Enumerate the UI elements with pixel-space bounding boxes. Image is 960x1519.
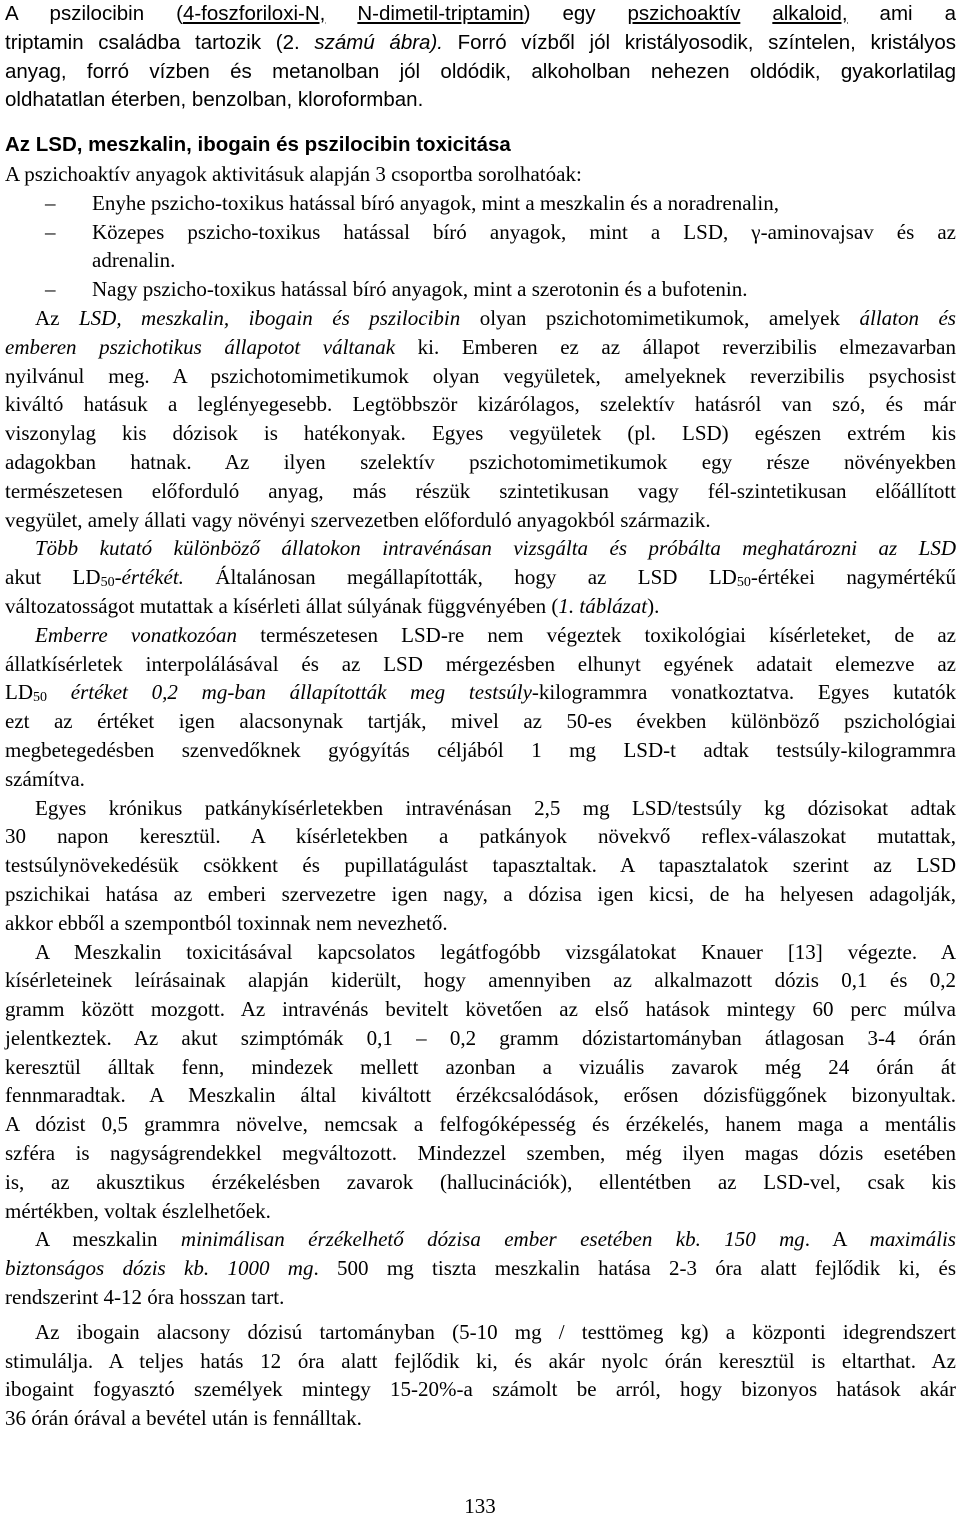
- text-line: anyag, forró vízben és metanolban jól oldódik, alkoholban nehezen oldódik, gyakorlatilag: [5, 59, 956, 83]
- text-span: [740, 2, 772, 25]
- text-span: LD: [5, 680, 33, 705]
- text-line: [5, 563, 956, 592]
- lead-line: A pszichoaktív anyagok aktivitásuk alapján 3 csoportba sorolhatóak:: [5, 161, 582, 186]
- dash-bullet: –: [45, 219, 56, 244]
- text-line: is, az akusztikus érzékelésben zavarok (hallucinációk), ellentétben az LSD-vel, csak kis: [5, 1169, 956, 1194]
- text-line: vegyület, amely állati vagy növényi szervezetben előforduló anyagokból származik.: [5, 507, 711, 532]
- text-span: A meszkalin: [35, 1227, 181, 1252]
- text-line: stimulálja. A teljes hatás 12 óra alatt fejlődik ki, és akár nyolc órán keresztül is eltarthat. Az: [5, 1348, 956, 1373]
- paragraph-mescaline-dose: [5, 1225, 956, 1311]
- text-line: testsúlynövekedésük csökkent és pupillatágulást tapasztaltak. A tapasztalatok szerint az LSD: [5, 853, 956, 878]
- text-line: [5, 0, 956, 29]
- text-span: A pszilocibin (: [5, 2, 183, 25]
- italic-text: LSD, meszkalin, ibogain és pszilocibin: [78, 305, 461, 330]
- text-line: szféra is nagyságrendekkel megváltozott. Mindezzel szemben, még ilyen magas dózis esetében: [5, 1141, 956, 1166]
- text-line: viszonylag kis dózisok is hatékonyak. Egyes vegyületek (pl. LSD) egészen extrém kis: [5, 421, 956, 446]
- paragraph-psychotomimetics: [5, 304, 956, 621]
- spacer: [5, 115, 956, 131]
- text-line: mértékben, voltak észlelhetőek.: [5, 1198, 271, 1223]
- text-line: [5, 1225, 956, 1254]
- link-text[interactable]: alkaloid,: [772, 2, 848, 25]
- text-span: [325, 2, 357, 25]
- paragraph-rat-experiments: [5, 794, 956, 938]
- text-line: [5, 592, 956, 621]
- italic-text: -értékét.: [114, 565, 184, 590]
- text-line: A Meszkalin toxicitásával kapcsolatos legátfogóbb vizsgálatokat Knauer [13] végezte. A: [35, 939, 956, 964]
- text-line: számítva.: [5, 766, 85, 791]
- text-line: [5, 29, 956, 58]
- toxicity-list: [5, 189, 956, 304]
- text-line: Az ibogain alacsony dózisú tartományban (5-10 mg / testtömeg kg) a központi idegrendszert: [35, 1319, 956, 1344]
- text-line: [5, 621, 956, 650]
- text-line: jelentkeztek. Az akut szimptómák 0,1 – 0,2 gramm dózistartományban átlagosan 3-4 órán: [5, 1025, 956, 1050]
- text-span: Általánosan megállapították, hogy az LSD LD: [183, 565, 737, 590]
- text-line: [5, 678, 956, 707]
- text-span: ).: [647, 593, 660, 618]
- text-line: [5, 333, 956, 362]
- italic-text: maximális: [869, 1227, 956, 1252]
- text-line: ibogaint fogyasztó személyek mintegy 15-20%-a számolt be arról, hogy bizonyos hatások akár: [5, 1377, 956, 1402]
- text-span: Az: [35, 305, 79, 330]
- text-line: [5, 534, 956, 563]
- text-line: természetesen előforduló anyag, más részük szintetikusan vagy fél-szintetikusan előállított: [5, 478, 956, 503]
- text-line: [5, 1254, 956, 1283]
- text-span: ki. Emberen ez az állapot reverzibilis elmezavarban: [395, 334, 956, 359]
- dash-bullet: –: [45, 277, 56, 302]
- text-line: kísérleteinek leírásainak alapján kiderült, hogy amennyiben az alkalmazott dózis 0,1 és 0,2: [5, 968, 956, 993]
- link-text[interactable]: N-dimetil-triptamin: [357, 2, 524, 25]
- text-line: gramm között mozgott. Az intravénás bevitelt követően az első hatások mintegy 60 perc múlva: [5, 997, 956, 1022]
- italic-text: értéket 0,2 mg-ban állapították meg testsúly: [47, 680, 532, 705]
- text-line: adagokban hatnak. Az ilyen szelektív pszichotomimetikumok egy része növényekben: [5, 449, 956, 474]
- italic-text: biztonságos dózis kb. 1000 mg: [5, 1256, 314, 1281]
- text-span: akut LD: [5, 565, 101, 590]
- text-line: keresztül álltak fenn, mindezek mellett azonban a vizuális zavarok még 24 órán át: [5, 1054, 956, 1079]
- table-reference: 1. táblázat: [558, 593, 648, 618]
- list-item-text: Közepes pszicho-toxikus hatással bíró anyagok, mint a LSD, γ-aminovajsav és az: [92, 219, 956, 244]
- text-span: triptamin családba tartozik (2.: [5, 30, 315, 54]
- text-line: megbetegedésben szenvedőknek gyógyítás céljából 1 mg LSD-t adtak testsúly-kilogrammra: [5, 737, 956, 762]
- italic-text: minimálisan érzékelhető dózisa ember esetében kb. 150 mg: [180, 1227, 805, 1252]
- link-text[interactable]: pszichoaktív: [627, 2, 741, 25]
- text-line: kiváltó hatásuk a leglényegesebb. Legtöbbször kizárólagos, szelektív hatásról van szó, és már: [5, 392, 956, 417]
- italic-text: Emberre vonatkozóan: [35, 622, 238, 647]
- text-span: természetesen LSD-re nem végeztek toxikológiai kísérleteket, de az: [237, 622, 956, 647]
- text-span: ) egy: [523, 2, 628, 25]
- italic-text: állaton és: [859, 305, 956, 330]
- list-item: [5, 218, 956, 247]
- list-item: [5, 189, 956, 218]
- text-span: -kilogrammra vonatkoztatva. Egyes kutatók: [531, 680, 956, 705]
- link-text[interactable]: 4-foszforiloxi-N,: [182, 2, 326, 25]
- text-line: fennmaradtak. A Meszkalin által kiváltott érzékcsalódások, erősen dózisfüggőnek bizonyultak.: [5, 1083, 956, 1108]
- text-span: Forró vízből jól kristályosodik, színtelen, kristályos: [442, 30, 956, 54]
- paragraph-human-ld50: [5, 621, 956, 794]
- list-item-continuation: adrenalin.: [92, 248, 176, 273]
- text-line: akkor ebből a szempontból toxinnak nem nevezhető.: [5, 910, 448, 935]
- text-line: A dózist 0,5 grammra növelve, nemcsak a felfogóképesség és érzékelés, hanem maga a mentális: [5, 1112, 956, 1137]
- paragraph-ibogaine: [5, 1318, 956, 1433]
- text-span: ami a: [847, 2, 956, 25]
- subscript: 50: [33, 690, 47, 706]
- text-span: olyan pszichotomimetikumok, amelyek: [460, 305, 860, 330]
- text-line: 36 órán órával a bevétel után is fennálltak.: [5, 1406, 362, 1431]
- subscript: 50: [100, 575, 115, 591]
- text-span: . 500 mg tiszta meszkalin hatása 2-3 óra alatt fejlődik ki, és: [313, 1256, 956, 1281]
- document-page: [5, 0, 956, 1433]
- list-item-text: Nagy pszicho-toxikus hatással bíró anyagok, mint a szerotonin és a bufotenin.: [92, 277, 748, 302]
- text-line: ezt az értéket igen alacsonynak tartják, mivel az 50-es években különböző pszichológiai: [5, 709, 956, 734]
- paragraph-mescaline: [5, 938, 956, 1226]
- text-span: -értékei nagymértékű: [750, 565, 956, 590]
- figure-reference: számú ábra).: [314, 30, 443, 54]
- list-item-text: Enyhe pszicho-toxikus hatással bíró anyagok, mint a meszkalin és a noradrenalin,: [92, 190, 779, 215]
- text-line: [5, 304, 956, 333]
- subscript: 50: [736, 575, 751, 591]
- text-span: változatosságot mutattak a kísérleti állat súlyának függvényében (: [5, 593, 559, 618]
- text-line: 30 napon keresztül. A kísérletekben a patkányok növekvő reflex-válaszokat mutattak,: [5, 824, 956, 849]
- text-line: nyilvánul meg. A pszichotomimetikumok olyan vegyületek, amelyeknek reverzibilis psychosist: [5, 363, 956, 388]
- section-heading: Az LSD, meszkalin, ibogain és pszilocibin toxicitása: [5, 133, 511, 157]
- italic-text: emberen pszichotikus állapotot váltanak: [5, 334, 396, 359]
- intro-paragraph: [5, 0, 956, 115]
- text-line: oldhatatlan éterben, benzolban, kloroformban.: [5, 88, 424, 112]
- text-line: Egyes krónikus patkánykísérletekben intravénásan 2,5 mg LSD/testsúly kg dózisokat adtak: [35, 795, 956, 820]
- list-item: [5, 275, 956, 304]
- text-line: pszichikai hatása az emberi szervezetre igen nagy, a dózisa igen kicsi, de ha helyesen adagolják,: [5, 881, 956, 906]
- page-number: 133: [464, 1494, 496, 1518]
- italic-text: Több kutató különböző állatokon intravénásan vizsgálta és próbálta meghatározni az LSD: [35, 536, 956, 561]
- text-line: állatkísérletek interpolálásával és az LSD mérgezésben elhunyt egyének adatait elemezve az: [5, 651, 956, 676]
- text-span: . A: [804, 1227, 870, 1252]
- text-line: rendszerint 4-12 óra hosszan tart.: [5, 1285, 285, 1310]
- dash-bullet: –: [45, 190, 56, 215]
